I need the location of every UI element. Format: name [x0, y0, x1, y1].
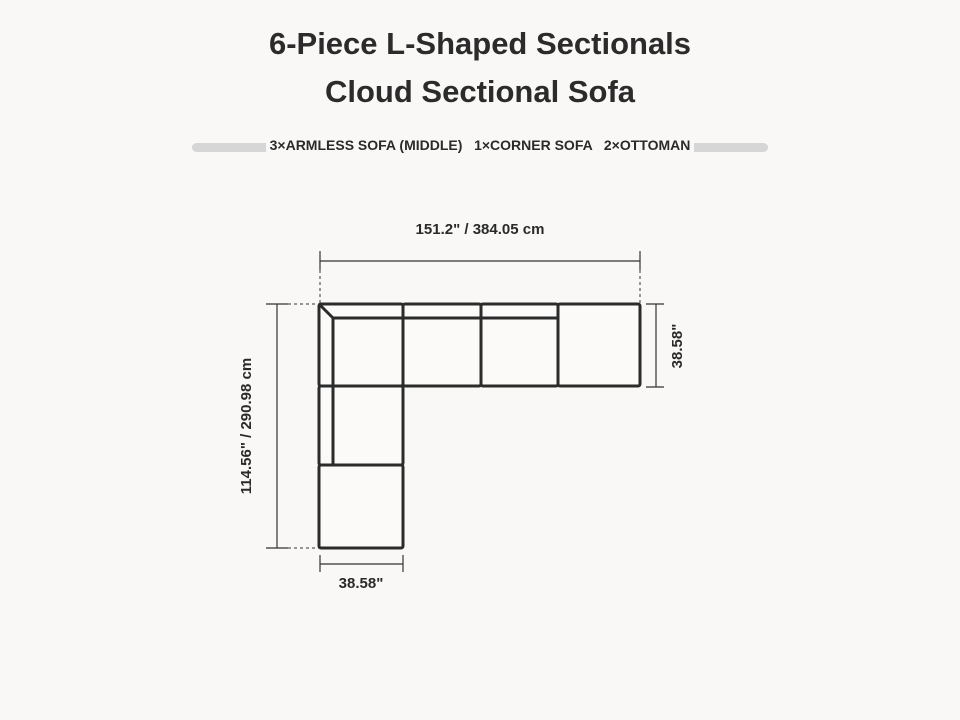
component-corner: 1×CORNER SOFA — [474, 137, 593, 153]
title-line-1: 6-Piece L-Shaped Sectionals — [268, 26, 692, 61]
ottoman-right — [558, 304, 640, 386]
width-dimension — [320, 251, 640, 303]
length-dimension — [266, 304, 320, 548]
armless-sofa-left — [319, 386, 403, 465]
bottom-depth-dimension — [320, 555, 403, 572]
bottom-depth-label: 38.58" — [338, 575, 384, 592]
width-label: 151.2" / 384.05 cm — [415, 221, 545, 238]
length-label: 114.56" / 290.98 cm — [238, 357, 255, 495]
component-ottoman: 2×OTTOMAN — [603, 137, 691, 153]
right-depth-label: 38.58" — [669, 323, 686, 369]
right-depth-dimension — [646, 304, 664, 387]
armless-sofa-top-2 — [481, 304, 558, 386]
corner-sofa — [319, 304, 403, 386]
title-line-2: Cloud Sectional Sofa — [324, 74, 636, 109]
armless-sofa-top-1 — [403, 304, 481, 386]
ottoman-bottom — [319, 465, 403, 548]
component-armless: 3×ARMLESS SOFA (MIDDLE) — [269, 137, 463, 153]
